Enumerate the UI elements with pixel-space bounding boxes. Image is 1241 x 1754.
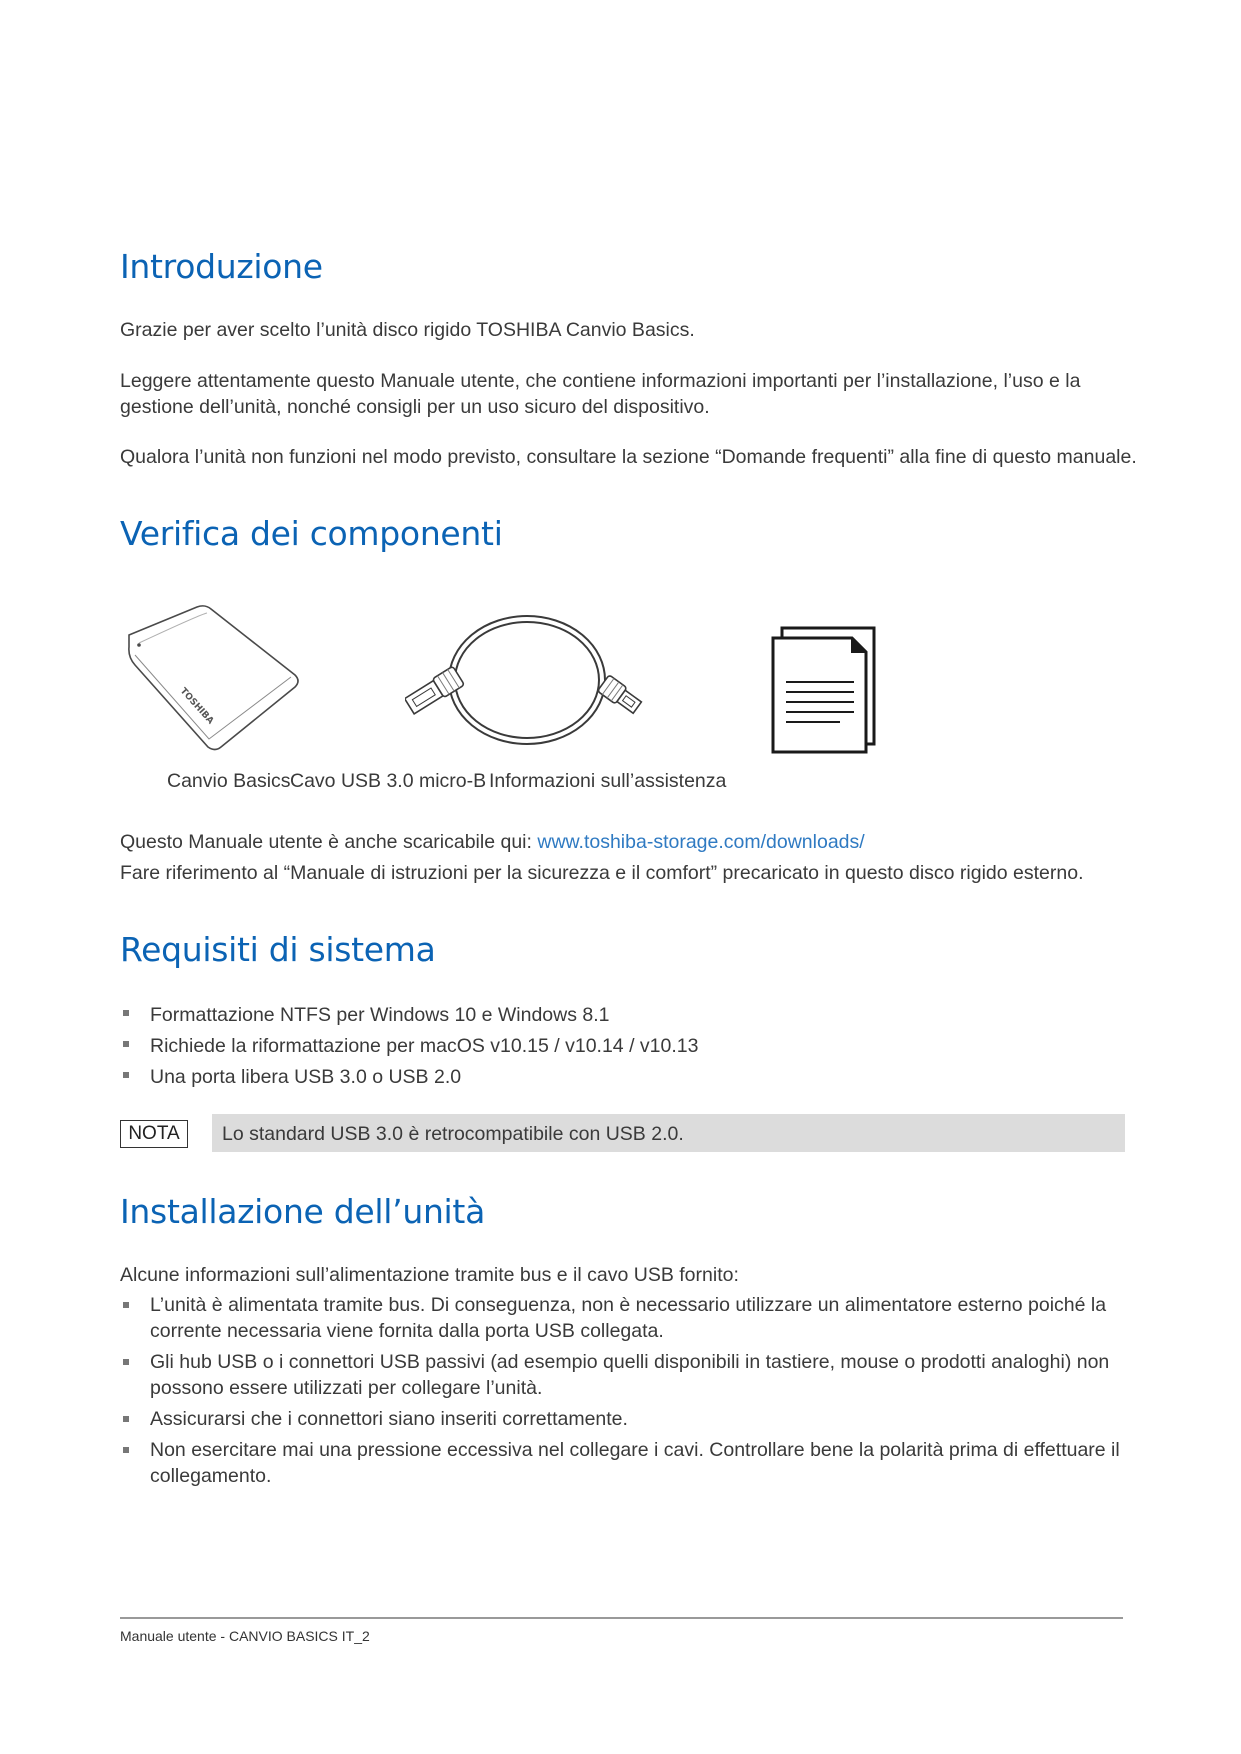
list-item: Richiede la riformattazione per macOS v10.15 / v10.14 / v10.13	[120, 1031, 1130, 1062]
list-item: Gli hub USB o i connettori USB passivi (ad esempio quelli disponibili in tastiere, mouse o prodotti analoghi) non possono essere utilizzati per collegare l’unità.	[120, 1349, 1130, 1401]
requirements-list	[120, 1000, 1130, 1093]
drive-logo-text: TOSHIBA	[177, 686, 216, 727]
document-icon	[770, 620, 885, 755]
intro-heading: Introduzione	[120, 247, 323, 286]
installation-list	[120, 1292, 1130, 1489]
usb-cable-illustration	[405, 612, 655, 752]
components-heading: Verifica dei componenti	[120, 514, 503, 553]
list-item: Formattazione NTFS per Windows 10 e Windows 8.1	[120, 1000, 1130, 1031]
caption-canvio-basics: Canvio Basics	[167, 770, 291, 792]
download-paragraph	[120, 829, 865, 855]
list-item: Assicurarsi che i connettori siano inseriti correttamente.	[120, 1406, 1130, 1432]
list-item: L’unità è alimentata tramite bus. Di conseguenza, non è necessario utilizzare un alimentatore esterno poiché la corrente necessaria viene fornita dalla porta USB collegata.	[120, 1292, 1130, 1344]
list-item: Una porta libera USB 3.0 o USB 2.0	[120, 1062, 1130, 1093]
reference-paragraph: Fare riferimento al “Manuale di istruzioni per la sicurezza e il comfort” precaricato in questo disco rigido esterno.	[120, 862, 1084, 884]
download-text: Questo Manuale utente è anche scaricabile qui:	[120, 831, 538, 853]
footer-text: Manuale utente - CANVIO BASICS IT_2	[120, 1628, 370, 1644]
caption-support-info: Informazioni sull’assistenza	[489, 770, 727, 792]
footer-divider	[120, 1617, 1123, 1619]
caption-usb-cable: Cavo USB 3.0 micro-B	[290, 770, 487, 792]
hard-drive-illustration	[125, 603, 305, 753]
download-link[interactable]: www.toshiba-storage.com/downloads/	[537, 831, 865, 853]
intro-paragraph-3: Qualora l’unità non funzioni nel modo previsto, consultare la sezione “Domande frequenti” alla fine di questo manuale.	[120, 446, 1137, 468]
note-text: Lo standard USB 3.0 è retrocompatibile con USB 2.0.	[222, 1123, 684, 1145]
installation-heading: Installazione dell’unità	[120, 1192, 485, 1231]
intro-paragraph-2: Leggere attentamente questo Manuale utente, che contiene informazioni importanti per l’installazione, l’uso e la gestione dell’unità, nonché consigli per un uso sicuro del dispositivo.	[120, 370, 1081, 418]
intro-paragraph-1: Grazie per aver scelto l’unità disco rigido TOSHIBA Canvio Basics.	[120, 319, 695, 341]
requirements-heading: Requisiti di sistema	[120, 930, 436, 969]
note-label: NOTA	[120, 1120, 188, 1148]
list-item: Non esercitare mai una pressione eccessiva nel collegare i cavi. Controllare bene la polarità prima di effettuare il collegamento.	[120, 1437, 1130, 1489]
installation-intro: Alcune informazioni sull’alimentazione tramite bus e il cavo USB fornito:	[120, 1264, 739, 1286]
